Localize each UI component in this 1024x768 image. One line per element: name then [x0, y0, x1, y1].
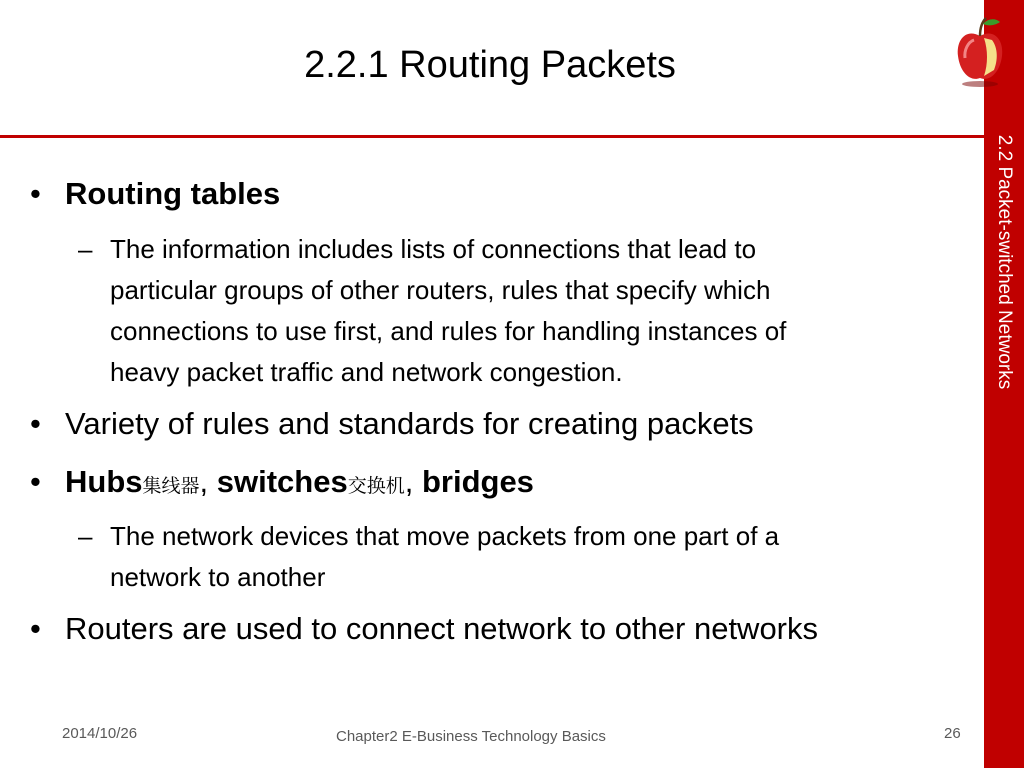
- separator: ,: [404, 464, 422, 499]
- bullet-text: Routers are used to connect network to other networks: [65, 611, 819, 646]
- bullet-text: Routing tables: [65, 176, 281, 211]
- bullet-marker: •: [30, 611, 41, 646]
- separator: ,: [199, 464, 217, 499]
- sub-bullet-marker: –: [78, 234, 93, 264]
- text-line: connections to use first, and rules for handling instances of: [110, 316, 787, 346]
- sub-bullet-text: [110, 516, 779, 598]
- bullet-marker: •: [30, 176, 41, 211]
- title-divider: [0, 135, 984, 138]
- text-line: heavy packet traffic and network congestion.: [110, 357, 623, 387]
- bullet-text: [65, 464, 534, 500]
- sub-bullet-text: [110, 229, 786, 393]
- term-bridges: bridges: [421, 464, 534, 499]
- text-line: The information includes lists of connections that lead to: [110, 234, 757, 264]
- text-line: network to another: [110, 562, 326, 592]
- footer-chapter: Chapter2 E-Business Technology Basics: [336, 728, 606, 745]
- term-hubs-chinese: 集线器: [142, 476, 200, 497]
- bullet-marker: •: [30, 406, 41, 441]
- slide-title: 2.2.1 Routing Packets: [304, 44, 676, 86]
- text-line: particular groups of other routers, rules that specify which: [110, 275, 771, 305]
- term-switches: switches: [216, 464, 348, 499]
- text-line: The network devices that move packets from one part of a: [110, 521, 780, 551]
- footer-date: 2014/10/26: [62, 725, 138, 742]
- sub-bullet-marker: –: [78, 521, 93, 551]
- term-switches-chinese: 交换机: [347, 476, 405, 497]
- section-label: 2.2 Packet-switched Networks: [994, 134, 1015, 390]
- page-number: 26: [944, 725, 961, 742]
- term-hubs: Hubs: [65, 464, 143, 499]
- bullet-marker: •: [30, 464, 41, 499]
- bullet-text: Variety of rules and standards for creating packets: [65, 406, 754, 441]
